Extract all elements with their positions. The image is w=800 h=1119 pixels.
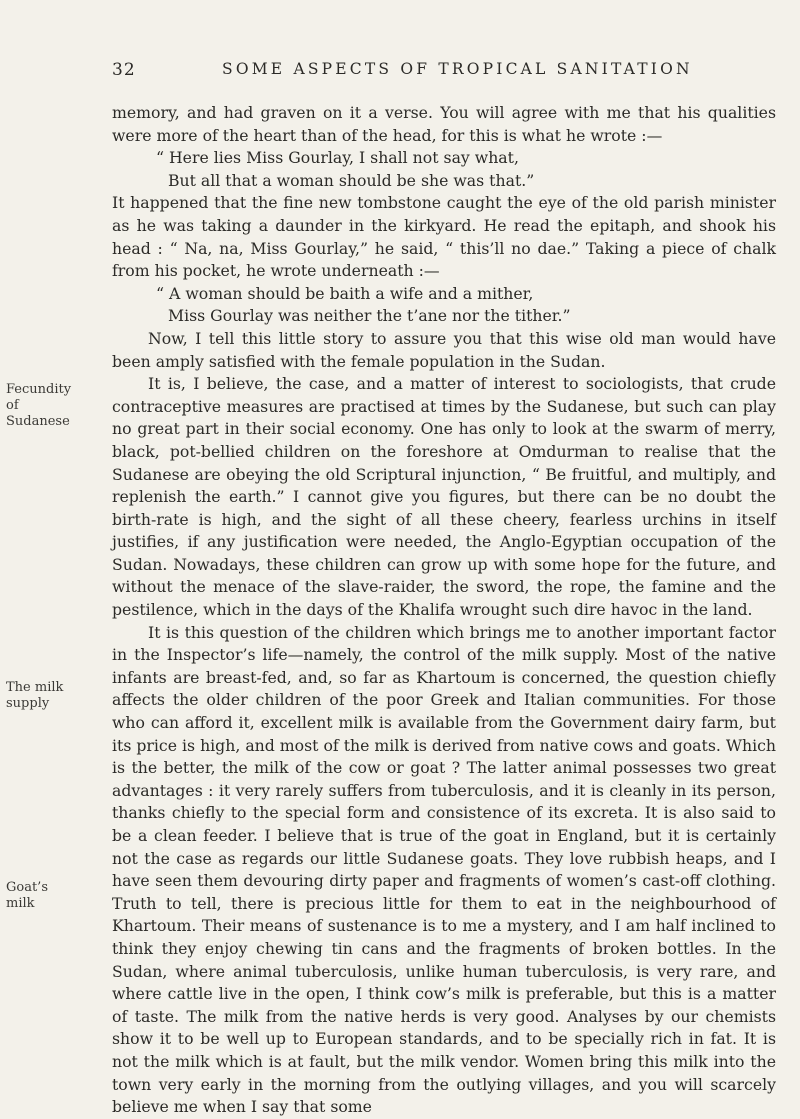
margin-note-milk-supply: [6, 680, 92, 712]
margin-note-goats-milk: [6, 880, 92, 912]
page-number: 32: [112, 60, 136, 80]
paragraph: It is this question of the children which brings me to another important factor in the Inspector’s life—namely, the control of the milk supply. Most of the native infants are breast-fed, and, so far as Khartoum is concerned, the question chiefly affects the older children of the poor Greek and Italian communities. For those who can afford it, excellent milk is available from the Government dairy farm, but its price is high, and most of the milk is derived from native cows and goats. Which is the better, the milk of the cow or goat ? The latter animal possesses two great advantages : it very rarely suffers from tuberculosis, and it is cleanly in its person, thanks chiefly to the special form and consistence of its excreta. It is also said to be a clean feeder. I believe that is true of the goat in England, but it is certainly not the case as regards our little Sudanese goats. They love rubbish heaps, and I have seen them devouring dirty paper and fragments of women’s cast-off clothing. Truth to tell, there is precious little for them to eat in the neighbourhood of Khartoum. Their means of sustenance is to me a mystery, and I am half inclined to think they enjoy chewing tin cans and the fragments of broken bottles. In the Sudan, where animal tuberculosis, unlike human tuberculosis, is very rare, and where cattle live in the open, I think cow’s milk is preferable, but this is a matter of taste. The milk from the native herds is very good. Analyses by our chemists show it to be well up to European standards, and to be specially rich in fat. It is not the milk which is at fault, but the milk vendor. Women bring this milk into the town very early in the morning from the outlying villages, and you will scarcely believe me when I say that some: [112, 622, 776, 1117]
verse-reply: [156, 283, 776, 328]
paragraph: It is, I believe, the case, and a matter of interest to sociologists, that crude contraceptive measures are practised at times by the Sudanese, but such can play no great part in their social economy. One has only to look at the swarm of merry, black, pot-bellied children on the foreshore at Omdurman to realise that the Sudanese are obeying the old Scriptural injunction, “ Be fruitful, and multiply, and replenish the earth.” I cannot give you figures, but there can be no doubt the birth-rate is high, and the sight of all these cheery, fearless urchins in itself justifies, if any justification were needed, the Anglo-Egyptian occupation of the Sudan. Nowadays, these children can grow up with some hope for the future, and without the menace of the slave-raider, the sword, the rope, the famine and the pestilence, which in the days of the Khalifa wrought such dire havoc in the land.: [112, 374, 776, 620]
verse-line: Miss Gourlay was neither the t’ane nor the tither.”: [168, 306, 571, 326]
running-title: SOME ASPECTS OF TROPICAL SANITATION: [222, 60, 693, 78]
verse-line: But all that a woman should be she was that.”: [168, 170, 535, 190]
margin-note-fecundity: [6, 382, 92, 430]
verse-line: “ A woman should be baith a wife and a mither,: [156, 283, 534, 303]
verse-line: “ Here lies Miss Gourlay, I shall not say what,: [156, 148, 519, 168]
verse-epitaph: [156, 147, 776, 192]
margin-note-line: Goat’s: [6, 880, 48, 895]
paragraph: memory, and had graven on it a verse. You will agree with me that his qualities were more of the heart than of the head, for this is what he wrote :—: [112, 103, 776, 145]
paragraph: It happened that the fine new tombstone caught the eye of the old parish minister as he was taking a daunder in the kirkyard. He read the epitaph, and shook his head : “ Na, na, Miss Gourlay,” he said, “ this’ll no dae.” Taking a piece of chalk from his pocket, he wrote underneath :—: [112, 193, 776, 281]
margin-note-line: Sudanese: [6, 414, 70, 429]
margin-note-line: Fecundity: [6, 382, 72, 397]
margin-note-line: of: [6, 398, 19, 413]
margin-note-line: The milk: [6, 680, 64, 695]
paragraph: Now, I tell this little story to assure you that this wise old man would have been amply satisfied with the female population in the Sudan.: [112, 328, 776, 371]
body-text: [112, 102, 776, 1119]
margin-note-line: milk: [6, 896, 35, 911]
margin-note-line: supply: [6, 696, 50, 711]
